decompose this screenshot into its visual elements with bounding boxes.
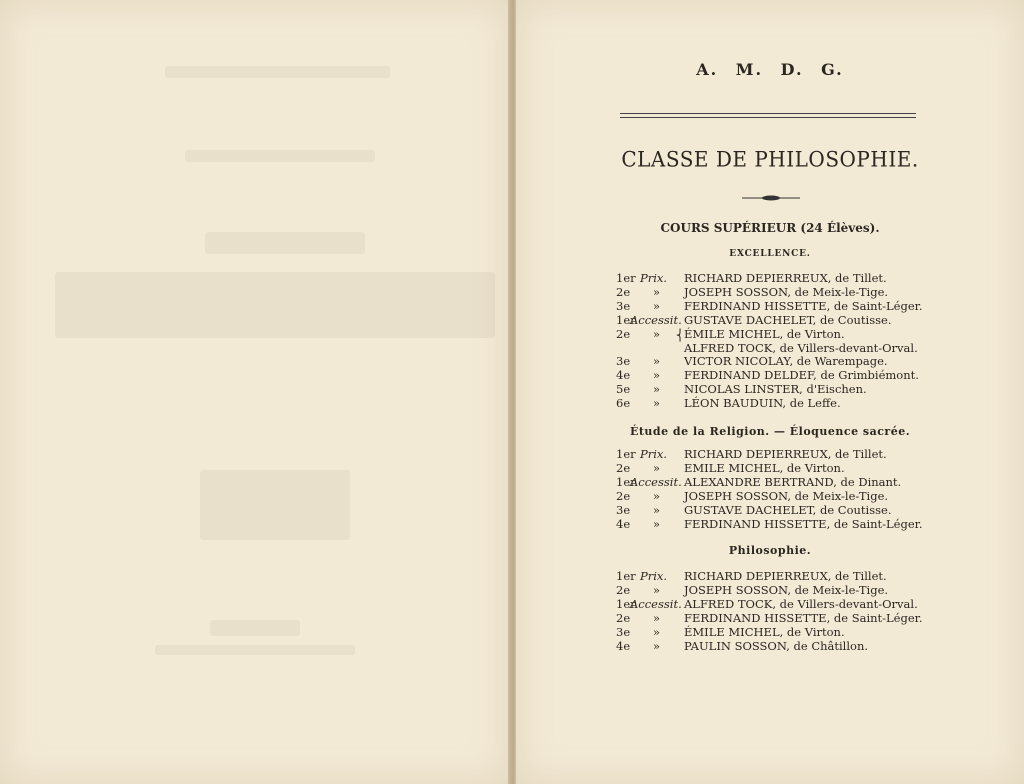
- rank-label: »: [653, 582, 661, 597]
- rank-label: »: [653, 516, 661, 531]
- rank-label: Prix.: [640, 569, 668, 583]
- brace-mark: ⎨: [676, 329, 685, 342]
- rank-number: 1er: [616, 569, 636, 583]
- rank-number: 2e: [616, 326, 631, 341]
- rank-number: 1er: [616, 447, 636, 461]
- rank-number: 2e: [616, 460, 631, 475]
- bleed-through-mark: [155, 645, 355, 655]
- student-name: ALFRED TOCK, de Villers-devant-Orval.: [684, 340, 918, 355]
- rank-label: »: [653, 368, 661, 383]
- rank-number: 6e: [616, 396, 631, 411]
- rank-number: 2e: [616, 610, 631, 625]
- rank-label: »: [653, 298, 661, 313]
- student-name: RICHARD DEPIERREUX, de Tillet.: [684, 569, 887, 583]
- rank-label: Accessit.: [630, 474, 682, 489]
- student-name: FERDINAND HISSETTE, de Saint-Léger.: [684, 610, 923, 625]
- rank-label: »: [653, 284, 661, 299]
- course-heading: COURS SUPÉRIEUR (24 Élèves).: [660, 221, 880, 235]
- rank-number: 4e: [616, 368, 631, 383]
- bleed-through-mark: [205, 232, 365, 254]
- rank-number: 3e: [616, 502, 631, 517]
- bleed-through-mark: [55, 272, 495, 338]
- class-title: CLASSE DE PHILOSOPHIE.: [621, 146, 919, 172]
- rank-number: 2e: [616, 582, 631, 597]
- student-name: PAULIN SOSSON, de Châtillon.: [684, 638, 869, 653]
- double-rule: [620, 113, 916, 118]
- student-name: NICOLAS LINSTER, d'Eischen.: [684, 382, 867, 397]
- rank-number: 4e: [616, 638, 631, 653]
- rank-label: »: [653, 396, 661, 411]
- student-name: FERDINAND HISSETTE, de Saint-Léger.: [684, 298, 923, 313]
- bleed-through-mark: [165, 66, 390, 78]
- rank-number: 1er: [616, 596, 636, 611]
- student-name: JOSEPH SOSSON, de Meix-le-Tige.: [684, 284, 889, 299]
- student-name: ALFRED TOCK, de Villers-devant-Orval.: [684, 596, 918, 611]
- student-name: ÉMILE MICHEL, de Virton.: [684, 326, 845, 341]
- student-name: JOSEPH SOSSON, de Meix-le-Tige.: [684, 488, 889, 503]
- rank-label: »: [653, 610, 661, 625]
- rank-number: 1er: [616, 312, 636, 327]
- rank-number: 1er: [616, 271, 636, 285]
- student-name: FERDINAND DELDEF, de Grimbiémont.: [684, 368, 919, 383]
- student-name: RICHARD DEPIERREUX, de Tillet.: [684, 447, 887, 461]
- rank-number: 1er: [616, 474, 636, 489]
- right-page: [516, 0, 1024, 784]
- ornament-divider: [742, 195, 800, 201]
- rank-label: »: [653, 502, 661, 517]
- rank-number: 3e: [616, 624, 631, 639]
- student-name: JOSEPH SOSSON, de Meix-le-Tige.: [684, 582, 889, 597]
- rank-number: 3e: [616, 354, 631, 369]
- student-name: GUSTAVE DACHELET, de Coutisse.: [684, 502, 892, 517]
- rank-label: »: [653, 624, 661, 639]
- student-name: LÉON BAUDUIN, de Leffe.: [684, 396, 841, 411]
- student-name: EMILE MICHEL, de Virton.: [684, 460, 845, 475]
- rank-number: 2e: [616, 284, 631, 299]
- amdg-header: A. M. D. G.: [696, 60, 844, 79]
- student-name: VICTOR NICOLAY, de Warempage.: [684, 354, 888, 369]
- student-name: ÉMILE MICHEL, de Virton.: [684, 624, 845, 639]
- rank-label: »: [653, 326, 661, 341]
- rank-label: »: [653, 382, 661, 397]
- rank-number: 5e: [616, 382, 631, 397]
- student-name: RICHARD DEPIERREUX, de Tillet.: [684, 271, 887, 285]
- student-name: ALEXANDRE BERTRAND, de Dinant.: [684, 474, 902, 489]
- rank-label: Accessit.: [630, 312, 682, 327]
- rank-label: Prix.: [640, 447, 668, 461]
- rank-number: 2e: [616, 488, 631, 503]
- student-name: GUSTAVE DACHELET, de Coutisse.: [684, 312, 892, 327]
- student-name: FERDINAND HISSETTE, de Saint-Léger.: [684, 516, 923, 531]
- bleed-through-mark: [185, 150, 375, 162]
- rank-label: »: [653, 460, 661, 475]
- rank-label: Prix.: [640, 271, 668, 285]
- rank-label: »: [653, 354, 661, 369]
- left-page: [0, 0, 510, 784]
- rank-number: 3e: [616, 298, 631, 313]
- bleed-through-mark: [210, 620, 300, 636]
- rank-label: »: [653, 488, 661, 503]
- bleed-through-mark: [200, 470, 350, 540]
- rank-number: 4e: [616, 516, 631, 531]
- section-religion: Étude de la Religion. — Éloquence sacrée.: [629, 425, 911, 438]
- rank-label: Accessit.: [630, 596, 682, 611]
- rank-label: »: [653, 638, 661, 653]
- section-excellence: EXCELLENCE.: [729, 249, 811, 259]
- section-philosophie: Philosophie.: [728, 544, 812, 557]
